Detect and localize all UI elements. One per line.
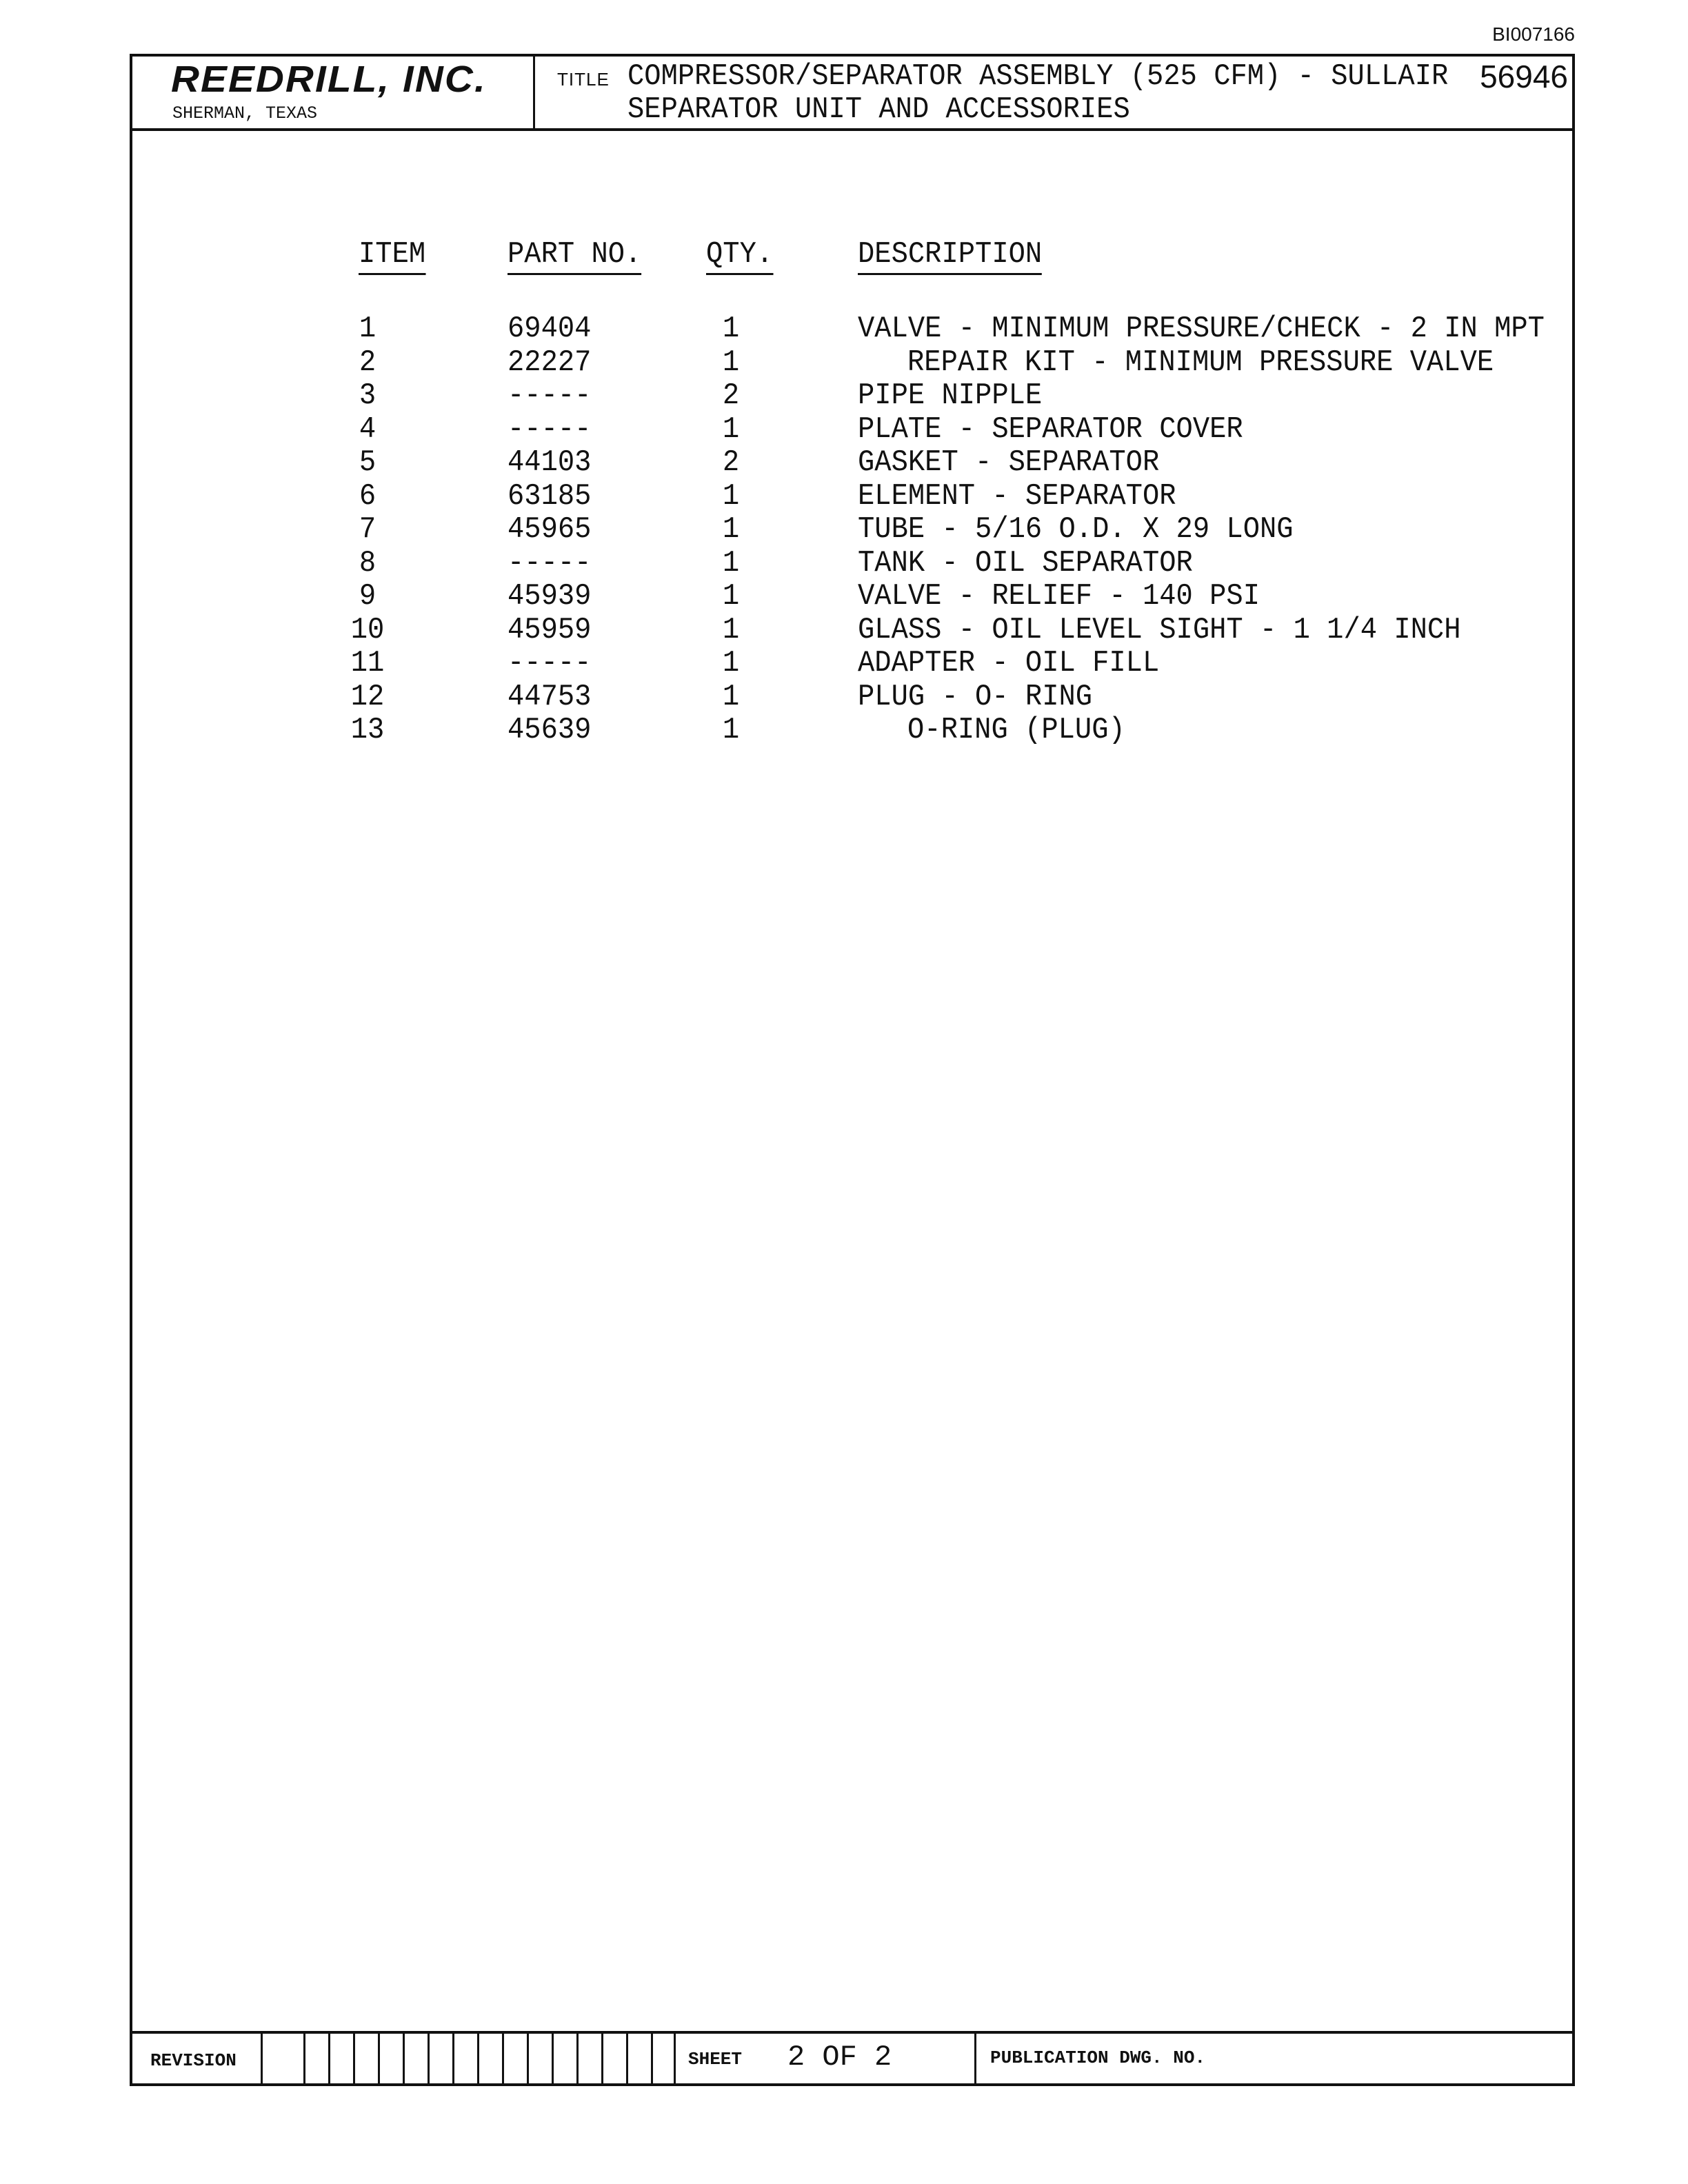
table-row [132, 680, 1572, 713]
quantity: 1 [722, 512, 740, 547]
table-row [132, 378, 1572, 412]
description: ELEMENT - SEPARATOR [858, 478, 1176, 514]
document-id: BI007166 [1492, 23, 1575, 45]
revision-label: REVISION [150, 2050, 237, 2071]
table-row [132, 579, 1572, 612]
title-label: TITLE [557, 69, 610, 90]
revision-cell [651, 2034, 676, 2083]
item-number: 3 [359, 378, 376, 413]
table-row [132, 613, 1572, 646]
quantity: 1 [722, 679, 740, 714]
header-description: DESCRIPTION [858, 237, 1042, 275]
item-number: 7 [359, 512, 376, 547]
revision-cell [601, 2034, 626, 2083]
table-row [132, 479, 1572, 512]
revision-cell [452, 2034, 477, 2083]
part-number: ----- [508, 646, 592, 680]
header-item: ITEM [359, 237, 425, 275]
revision-cell [403, 2034, 428, 2083]
header-part-no: PART NO. [508, 237, 641, 275]
quantity: 1 [722, 312, 740, 346]
description: O-RING (PLUG) [907, 713, 1125, 747]
table-row [132, 345, 1572, 378]
company-location: SHERMAN, TEXAS [172, 103, 318, 123]
quantity: 1 [722, 579, 740, 614]
item-number: 9 [359, 579, 376, 614]
quantity: 1 [722, 646, 740, 680]
footer-block [132, 2031, 1572, 2083]
part-number: 63185 [508, 478, 592, 514]
company-block [132, 57, 535, 128]
item-number: 10 [350, 612, 385, 647]
revision-cell [527, 2034, 552, 2083]
description: GASKET - SEPARATOR [858, 445, 1160, 480]
revision-cell [261, 2034, 303, 2083]
table-row [132, 713, 1572, 746]
quantity: 1 [722, 545, 740, 580]
item-number: 2 [359, 345, 376, 380]
revision-cell [552, 2034, 576, 2083]
revision-cell [626, 2034, 651, 2083]
quantity: 1 [722, 412, 740, 447]
table-row [132, 312, 1572, 345]
part-number: 45965 [508, 512, 592, 547]
quantity: 1 [722, 345, 740, 380]
description: PLUG - O- RING [858, 679, 1093, 714]
part-number: ----- [508, 378, 592, 413]
part-number: ----- [508, 412, 592, 447]
revision-cell [576, 2034, 601, 2083]
description: TANK - OIL SEPARATOR [858, 545, 1193, 580]
item-number: 5 [359, 445, 376, 480]
sheet-block [673, 2034, 976, 2083]
revision-cell [353, 2034, 378, 2083]
description: VALVE - RELIEF - 140 PSI [858, 579, 1260, 614]
part-number: 45939 [508, 579, 592, 614]
part-number: 22227 [508, 345, 592, 380]
title-line-1: COMPRESSOR/SEPARATOR ASSEMBLY (525 CFM) - SULLAIR [627, 59, 1449, 94]
title-block [132, 57, 1572, 131]
description: GLASS - OIL LEVEL SIGHT - 1 1/4 INCH [858, 612, 1461, 647]
revision-cell [428, 2034, 452, 2083]
header-qty: QTY. [706, 237, 773, 275]
quantity: 2 [722, 378, 740, 413]
quantity: 1 [722, 713, 740, 747]
item-number: 13 [350, 713, 385, 747]
publication-drawing-label: PUBLICATION DWG. NO. [990, 2048, 1206, 2068]
quantity: 2 [722, 445, 740, 480]
revision-cells [261, 2034, 676, 2083]
item-number: 4 [359, 412, 376, 447]
table-row [132, 412, 1572, 445]
revision-cell [303, 2034, 328, 2083]
description: VALVE - MINIMUM PRESSURE/CHECK - 2 IN MPT [858, 312, 1545, 346]
revision-cell [378, 2034, 403, 2083]
revision-cell [477, 2034, 502, 2083]
item-number: 12 [350, 679, 385, 714]
description: REPAIR KIT - MINIMUM PRESSURE VALVE [907, 345, 1494, 380]
part-number: 44103 [508, 445, 592, 480]
part-number: 45639 [508, 713, 592, 747]
part-number: ----- [508, 545, 592, 580]
revision-cell [502, 2034, 527, 2083]
part-number: 69404 [508, 312, 592, 346]
sheet-label: SHEET [688, 2049, 743, 2070]
item-number: 6 [359, 478, 376, 514]
table-row [132, 512, 1572, 545]
title-line-2: SEPARATOR UNIT AND ACCESSORIES [627, 92, 1130, 127]
description: ADAPTER - OIL FILL [858, 646, 1160, 680]
table-row [132, 646, 1572, 679]
description: PLATE - SEPARATOR COVER [858, 412, 1243, 447]
item-number: 8 [359, 545, 376, 580]
sheet-number: 2 OF 2 [787, 2041, 892, 2074]
part-number: 45959 [508, 612, 592, 647]
drawing-frame [130, 54, 1575, 2086]
table-row [132, 445, 1572, 478]
quantity: 1 [722, 612, 740, 647]
quantity: 1 [722, 478, 740, 514]
part-number: 44753 [508, 679, 592, 714]
table-row [132, 546, 1572, 579]
item-number: 1 [359, 312, 376, 346]
company-name: REEDRILL, INC. [171, 59, 487, 100]
revision-cell [328, 2034, 353, 2083]
description: TUBE - 5/16 O.D. X 29 LONG [858, 512, 1294, 547]
item-number: 11 [350, 646, 385, 680]
drawing-number: 56946 [1480, 59, 1568, 94]
description: PIPE NIPPLE [858, 378, 1043, 413]
